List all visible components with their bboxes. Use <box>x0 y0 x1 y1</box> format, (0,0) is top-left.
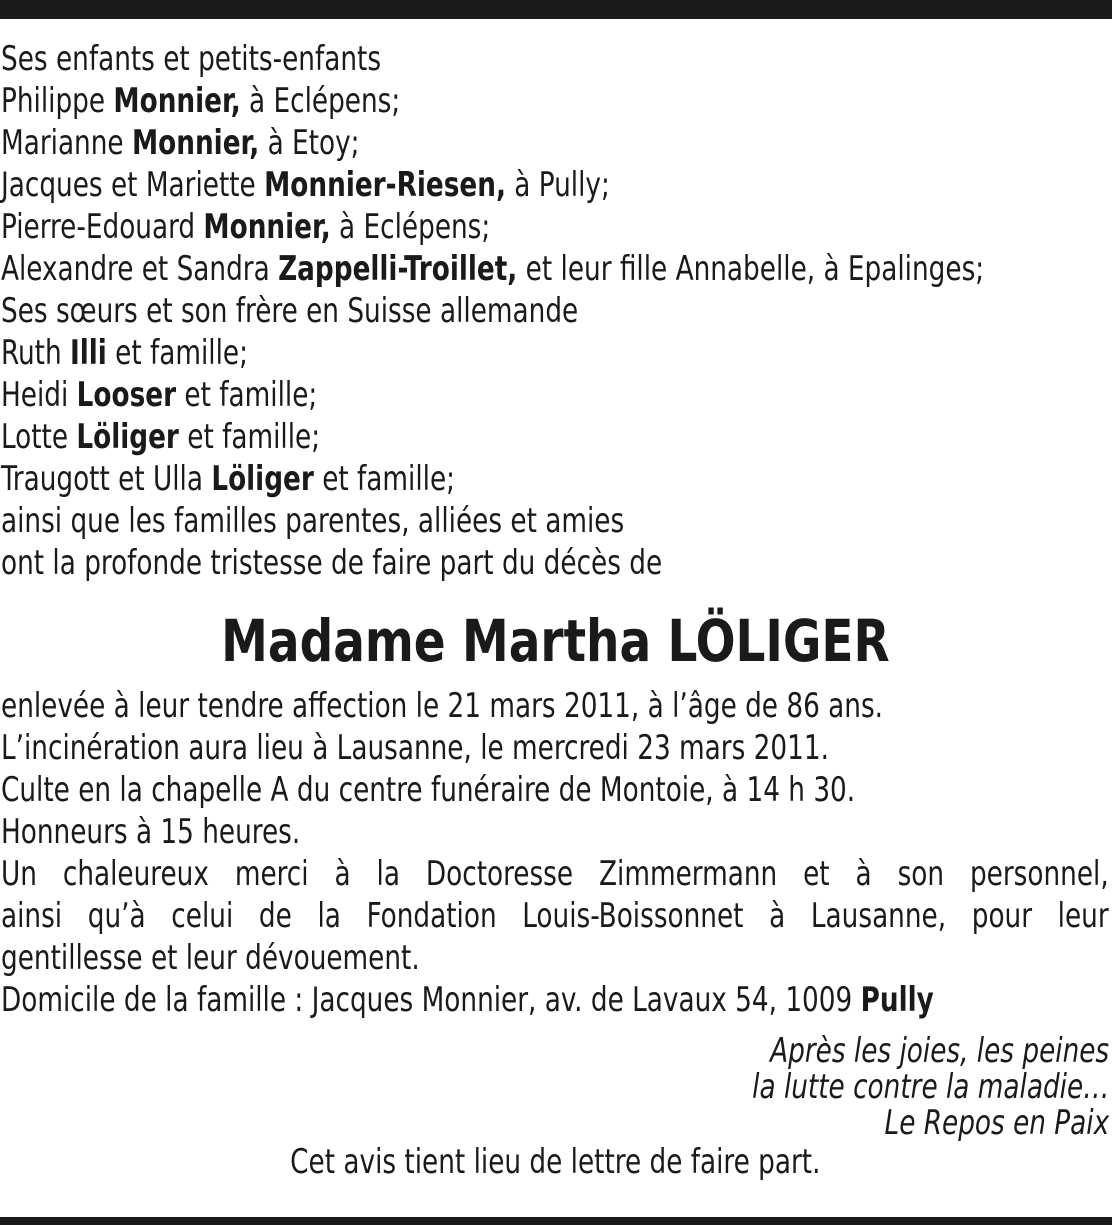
family-line-text: et leur fille Annabelle, à Epalinges; <box>517 249 985 289</box>
poem-line <box>1 1105 1109 1141</box>
family-surname: Monnier, <box>203 207 331 247</box>
detail-text: enlevée à leur tendre affection le 21 mars 2011, à l’âge de 86 ans. <box>1 686 884 726</box>
family-surname: Löliger <box>76 417 179 457</box>
poem-text: la lutte contre la maladie… <box>751 1067 1109 1107</box>
family-surname: Monnier-Riesen, <box>264 165 506 205</box>
family-line-text: ainsi que les familles parentes, alliées et amies <box>1 501 625 541</box>
family-line <box>1 290 1109 332</box>
family-surname: Monnier, <box>113 81 241 121</box>
domicile-line <box>1 979 1109 1021</box>
family-surname: Illi <box>69 333 107 373</box>
thanks-line <box>1 937 1109 979</box>
family-surname: Monnier, <box>131 123 260 163</box>
poem-line <box>1 1069 1109 1105</box>
family-line-text: et famille; <box>106 333 248 373</box>
thanks-text: ainsi qu’à celui de la Fondation Louis-Boissonnet à Lausanne, pour leur <box>1 896 1109 936</box>
thanks-line <box>1 853 1109 895</box>
family-line-text: Heidi <box>1 375 77 415</box>
family-line <box>1 206 1109 248</box>
footer-text: Cet avis tient lieu de lettre de faire part. <box>289 1142 821 1182</box>
thanks-text: gentillesse et leur dévouement. <box>1 938 420 978</box>
family-line-text: Alexandre et Sandra <box>1 249 279 289</box>
family-line-text: et famille; <box>313 459 456 499</box>
family-list <box>1 38 1109 584</box>
family-line-text: et famille; <box>178 417 321 457</box>
family-line-text: Pierre-Edouard <box>1 207 204 247</box>
family-line-text: à Etoy; <box>259 123 360 163</box>
family-line <box>1 542 1109 584</box>
thanks-line <box>1 895 1109 937</box>
family-line <box>1 122 1109 164</box>
detail-line <box>1 685 1109 727</box>
family-line-text: et famille; <box>176 375 318 415</box>
top-rule <box>0 0 1112 19</box>
family-line-text: à Eclépens; <box>330 207 491 247</box>
funeral-details <box>1 685 1109 1021</box>
family-line-text: Ses sœurs et son frère en Suisse allemande <box>1 291 579 331</box>
detail-line <box>1 769 1109 811</box>
family-line-text: Lotte <box>1 417 77 457</box>
family-line <box>1 38 1109 80</box>
deceased-name: Madame Martha LÖLIGER <box>220 607 890 675</box>
family-line <box>1 416 1109 458</box>
family-line-text: Ses enfants et petits-enfants <box>1 39 382 79</box>
detail-text: L’incinération aura lieu à Lausanne, le mercredi 23 mars 2011. <box>1 728 829 768</box>
family-line <box>1 164 1109 206</box>
family-line-text: Jacques et Mariette <box>1 165 265 205</box>
detail-line <box>1 727 1109 769</box>
poem <box>1 1033 1109 1141</box>
poem-text: Le Repos en Paix <box>884 1103 1109 1143</box>
family-surname: Löliger <box>211 459 314 499</box>
detail-text: Honneurs à 15 heures. <box>1 812 301 852</box>
family-line-text: Marianne <box>1 123 132 163</box>
family-line <box>1 500 1109 542</box>
family-line <box>1 80 1109 122</box>
family-surname: Looser <box>76 375 177 415</box>
family-line <box>1 458 1109 500</box>
family-line <box>1 332 1109 374</box>
family-line <box>1 248 1109 290</box>
thanks-text: Un chaleureux merci à la Doctoresse Zimmermann et à son personnel, <box>1 854 1109 894</box>
detail-line <box>1 811 1109 853</box>
deceased-name-headline <box>1 608 1109 674</box>
family-line-text: à Pully; <box>505 165 610 205</box>
family-surname: Zappelli-Troillet, <box>278 249 518 289</box>
poem-line <box>1 1033 1109 1069</box>
family-line-text: Philippe <box>1 81 114 121</box>
family-line <box>1 374 1109 416</box>
obituary-notice <box>1 38 1109 1183</box>
domicile-text: Domicile de la famille : Jacques Monnier, av. de Lavaux 54, 1009 <box>1 980 861 1020</box>
detail-text: Culte en la chapelle A du centre funéraire de Montoie, à 14 h 30. <box>1 770 856 810</box>
poem-text: Après les joies, les peines <box>770 1031 1109 1071</box>
family-line-text: Traugott et Ulla <box>1 459 212 499</box>
family-line-text: Ruth <box>1 333 70 373</box>
domicile-town: Pully <box>860 980 934 1020</box>
bottom-rule <box>0 1217 1112 1225</box>
footer-note <box>1 1141 1109 1183</box>
family-line-text: ont la profonde tristesse de faire part du décès de <box>1 543 663 583</box>
family-line-text: à Eclépens; <box>240 81 401 121</box>
